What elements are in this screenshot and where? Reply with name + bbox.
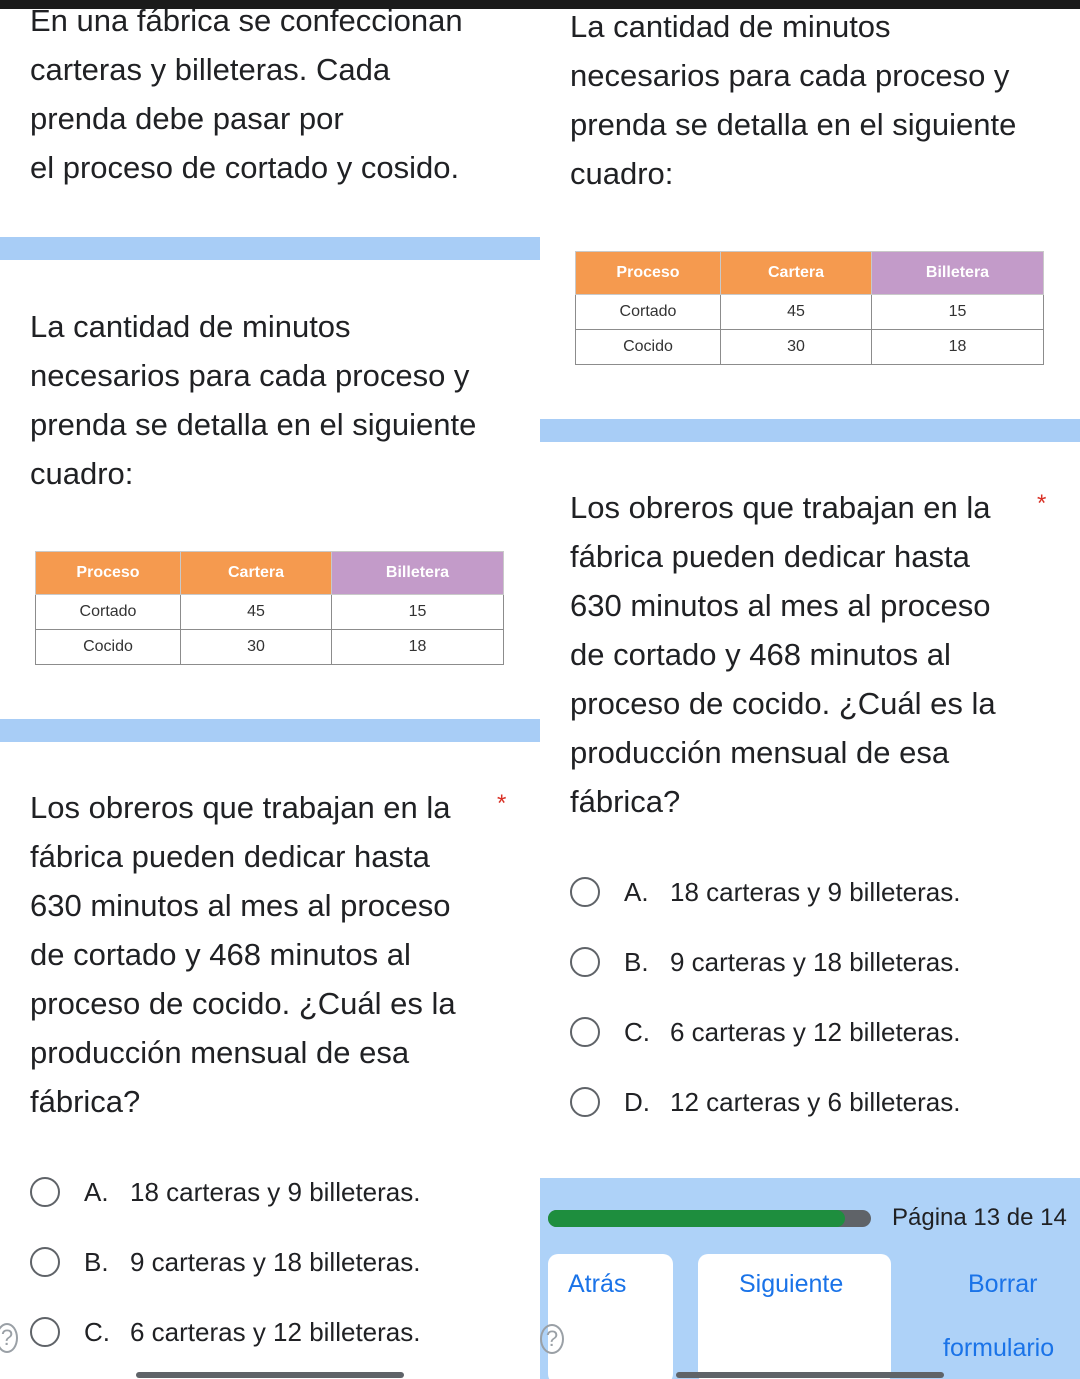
- option-letter: A.: [624, 876, 649, 907]
- radio-button[interactable]: [570, 1087, 600, 1117]
- section-divider: [540, 419, 1080, 442]
- option-letter: C.: [624, 1016, 650, 1047]
- table-header-billetera: Billetera: [332, 552, 504, 595]
- table-cell: 18: [332, 630, 504, 665]
- table-intro-paragraph: La cantidad de minutos necesarios para cada proceso y prenda se detalla en el siguiente cuadro:: [30, 309, 477, 491]
- section-divider: [0, 719, 540, 742]
- table-header-proceso: Proceso: [36, 552, 181, 595]
- table-row: [36, 595, 504, 630]
- table-header-row: [36, 552, 504, 595]
- clear-form-label-2: formulario: [943, 1334, 1055, 1362]
- option-a[interactable]: [30, 1167, 420, 1217]
- option-letter: B.: [624, 946, 649, 977]
- table-intro-paragraph: La cantidad de minutos necesarios para cada proceso y prenda se detalla en el siguiente cuadro:: [570, 9, 1017, 191]
- table-cell: Cocido: [36, 630, 181, 665]
- minutes-table: [575, 251, 1044, 365]
- option-letter: D.: [624, 1086, 650, 1117]
- table-cell: 15: [332, 595, 504, 630]
- option-label: 6 carteras y 12 billeteras.: [670, 1016, 961, 1047]
- back-button[interactable]: [548, 1254, 673, 1379]
- option-letter: B.: [84, 1246, 109, 1277]
- required-asterisk: *: [1037, 490, 1047, 517]
- option-label: 9 carteras y 18 billeteras.: [130, 1246, 421, 1277]
- option-letter: A.: [84, 1176, 109, 1207]
- help-icon[interactable]: ?: [540, 1324, 564, 1354]
- table-cell: 45: [181, 595, 332, 630]
- progress-fill: [548, 1210, 845, 1227]
- radio-button[interactable]: [570, 947, 600, 977]
- back-button-label: Atrás: [568, 1270, 627, 1298]
- progress-label: Página 13 de 14: [892, 1204, 1067, 1231]
- table-row: [36, 630, 504, 665]
- section-divider: [0, 237, 540, 260]
- home-indicator: [676, 1372, 944, 1378]
- radio-button[interactable]: [30, 1177, 60, 1207]
- table-row: [576, 330, 1044, 365]
- required-asterisk: *: [497, 790, 507, 817]
- progress-bar: [548, 1210, 871, 1227]
- clear-form-button[interactable]: [935, 1254, 1080, 1379]
- option-letter: C.: [84, 1316, 110, 1347]
- radio-button[interactable]: [30, 1247, 60, 1277]
- question-text: Los obreros que trabajan en la fábrica pueden dedicar hasta 630 minutos al mes al proceso de cortado y 468 minutos al proceso de cocido. ¿Cuál es la producción mensual de esa fábrica?: [30, 790, 456, 1119]
- question-text: Los obreros que trabajan en la fábrica pueden dedicar hasta 630 minutos al mes al proceso de cortado y 468 minutos al proceso de cocido. ¿Cuál es la producción mensual de esa fábrica?: [570, 490, 996, 819]
- table-row: [576, 295, 1044, 330]
- option-b[interactable]: [570, 937, 960, 987]
- option-d[interactable]: [570, 1077, 960, 1127]
- radio-button[interactable]: [570, 1017, 600, 1047]
- right-screenshot-panel: [540, 0, 1080, 1379]
- radio-button[interactable]: [30, 1317, 60, 1347]
- next-button-label: Siguiente: [739, 1270, 844, 1298]
- table-header-proceso: Proceso: [576, 252, 721, 295]
- option-label: 6 carteras y 12 billeteras.: [130, 1316, 421, 1347]
- minutes-table: [35, 551, 504, 665]
- option-label: 18 carteras y 9 billeteras.: [130, 1176, 421, 1207]
- option-c[interactable]: [30, 1307, 420, 1357]
- help-icon[interactable]: ?: [0, 1323, 18, 1353]
- table-cell: Cocido: [576, 330, 721, 365]
- table-header-billetera: Billetera: [872, 252, 1044, 295]
- intro-paragraph: En una fábrica se confeccionan carteras y billeteras. Cada prenda debe pasar por el proceso de cortado y cosido.: [30, 3, 463, 185]
- table-header-cartera: Cartera: [721, 252, 872, 295]
- form-footer: [540, 1178, 1080, 1379]
- option-label: 9 carteras y 18 billeteras.: [670, 946, 961, 977]
- table-cell: 30: [721, 330, 872, 365]
- table-header-row: [576, 252, 1044, 295]
- table-header-cartera: Cartera: [181, 552, 332, 595]
- table-cell: Cortado: [576, 295, 721, 330]
- clear-form-label-1: Borrar: [968, 1270, 1038, 1298]
- table-cell: Cortado: [36, 595, 181, 630]
- radio-button[interactable]: [570, 877, 600, 907]
- table-cell: 15: [872, 295, 1044, 330]
- table-cell: 45: [721, 295, 872, 330]
- option-b[interactable]: [30, 1237, 420, 1287]
- option-label: 18 carteras y 9 billeteras.: [670, 876, 961, 907]
- option-label: 12 carteras y 6 billeteras.: [670, 1086, 961, 1117]
- option-c[interactable]: [570, 1007, 960, 1057]
- next-button[interactable]: [698, 1254, 891, 1379]
- table-cell: 30: [181, 630, 332, 665]
- option-a[interactable]: [570, 867, 960, 917]
- table-cell: 18: [872, 330, 1044, 365]
- home-indicator: [136, 1372, 404, 1378]
